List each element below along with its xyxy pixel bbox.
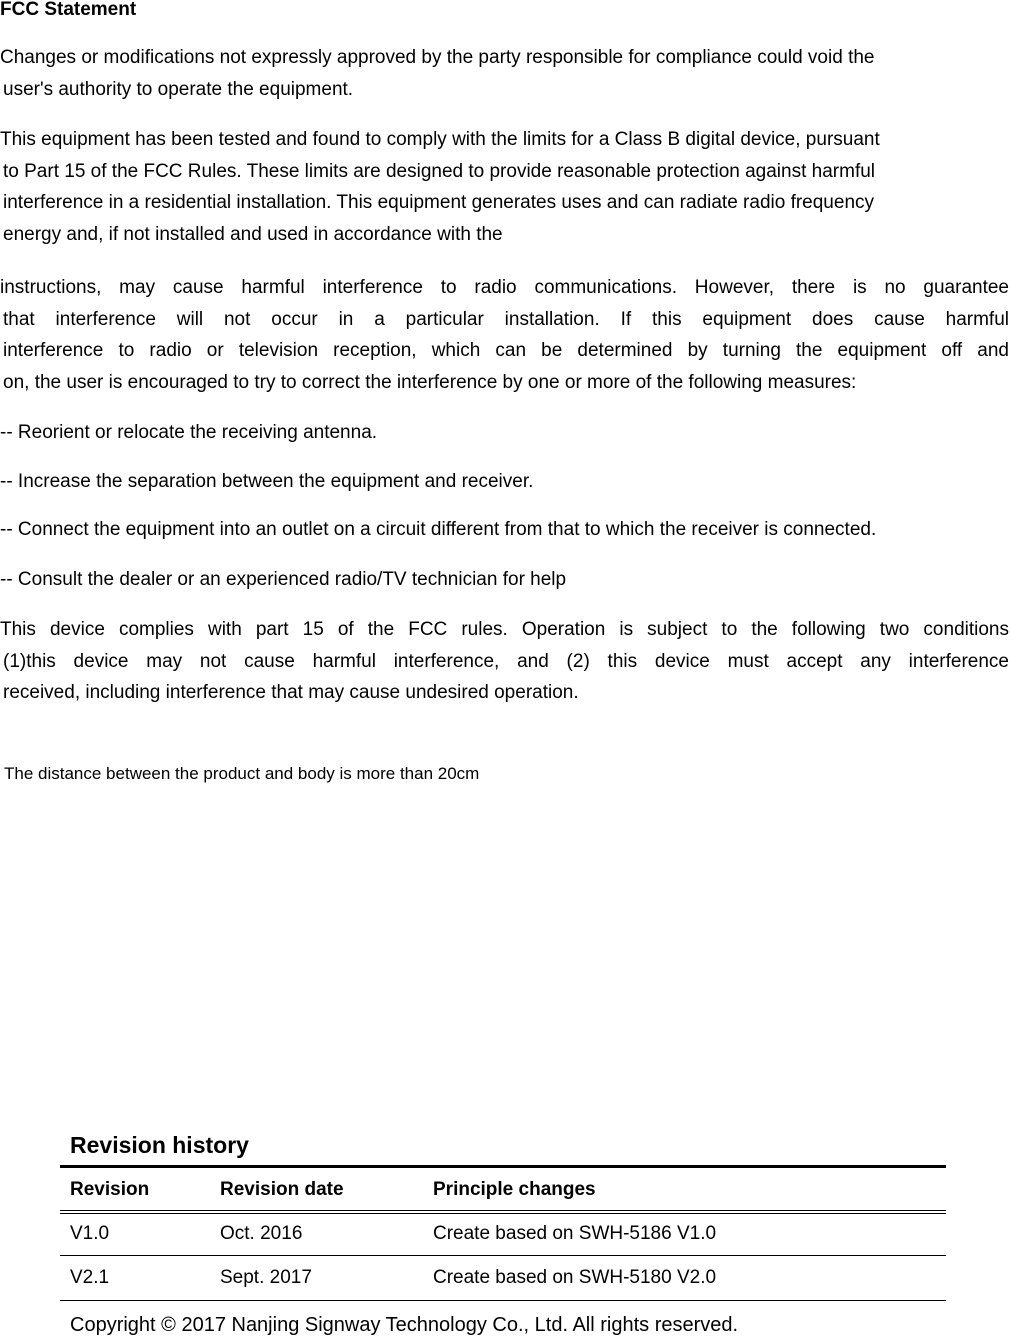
paragraph-line: (1)this device may not cause harmful interference, and (2) this device must accept any interference (3, 650, 1009, 672)
paragraph-line: that interference will not occur in a particular installation. If this equipment does cause harmful (3, 308, 1009, 330)
paragraph-line: received, including interference that may cause undesired operation. (3, 682, 579, 703)
paragraph-line: Changes or modifications not expressly approved by the party responsible for compliance could void the (0, 47, 875, 68)
measure-item: -- Reorient or relocate the receiving antenna. (0, 422, 378, 443)
cell-revision: V1.0 (70, 1223, 110, 1244)
header-principle-changes: Principle changes (433, 1179, 596, 1200)
row-divider (60, 1255, 946, 1256)
paragraph-line: instructions, may cause harmful interference to radio communications. However, there is no guarantee (0, 277, 1009, 298)
row-divider (60, 1300, 946, 1301)
header-revision-date: Revision date (220, 1179, 344, 1200)
cell-revision-date: Sept. 2017 (220, 1267, 312, 1288)
distance-note: The distance between the product and body is more than 20cm (4, 764, 480, 783)
paragraph-line: This device complies with part 15 of the FCC rules. Operation is subject to the following two conditions (0, 619, 1009, 640)
revision-history-title: Revision history (70, 1132, 249, 1158)
cell-revision: V2.1 (70, 1267, 110, 1288)
fcc-paragraph-part15 (0, 614, 1009, 709)
fcc-statement-title: FCC Statement (0, 0, 137, 20)
measure-item: -- Consult the dealer or an experienced radio/TV technician for help (0, 569, 567, 590)
paragraph-line: interference to radio or television reception, which can be determined by turning the equipment off and (3, 340, 1009, 361)
header-revision: Revision (70, 1179, 150, 1200)
cell-principle-changes: Create based on SWH-5186 V1.0 (433, 1223, 717, 1244)
cell-revision-date: Oct. 2016 (220, 1223, 303, 1244)
paragraph-line: This equipment has been tested and found to comply with the limits for a Class B digital device, pursuant (0, 129, 880, 150)
paragraph-line: to Part 15 of the FCC Rules. These limits are designed to provide reasonable protection against harmful (3, 160, 876, 182)
header-divider (60, 1210, 946, 1214)
table-top-rule (60, 1165, 946, 1168)
measure-item: -- Connect the equipment into an outlet on a circuit different from that to which the receiver is connected. (0, 519, 877, 540)
paragraph-line: interference in a residential installation. This equipment generates uses and can radiate radio frequency (3, 192, 875, 213)
paragraph-line: on, the user is encouraged to try to correct the interference by one or more of the following measures: (3, 371, 857, 393)
copyright-notice: Copyright © 2017 Nanjing Signway Technology Co., Ltd. All rights reserved. (70, 1314, 739, 1336)
paragraph-line: energy and, if not installed and used in accordance with the (3, 223, 503, 245)
cell-principle-changes: Create based on SWH-5180 V2.0 (433, 1267, 717, 1288)
measure-item: -- Increase the separation between the equipment and receiver. (0, 471, 534, 492)
fcc-paragraph-class-b (0, 124, 1009, 250)
fcc-paragraph-interference (0, 272, 1009, 398)
paragraph-line: user's authority to operate the equipment. (3, 78, 354, 100)
fcc-paragraph-modifications (0, 42, 1009, 105)
